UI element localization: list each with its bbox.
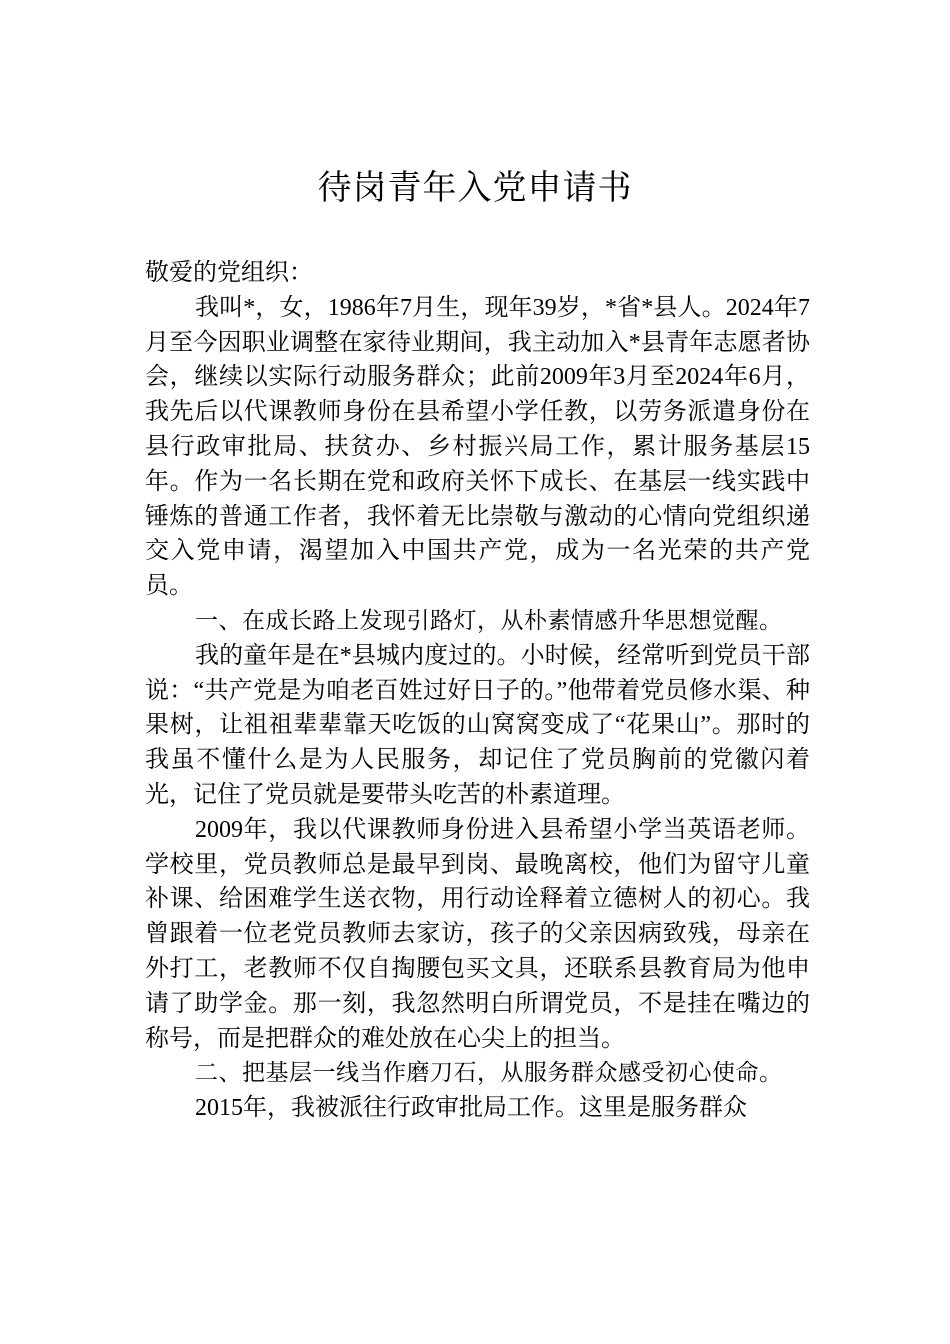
paragraph-intro: 我叫*，女，1986年7月生，现年39岁，*省*县人。2024年7月至今因职业调整在家待业期间，我主动加入*县青年志愿者协会，继续以实际行动服务群众；此前2009年3月至2024年6月，我先后以代课教师身份在县希望小学任教，以劳务派遣身份在县行政审批局、扶贫办、乡村振兴局工作，累计服务基层15年。作为一名长期在党和政府关怀下成长、在基层一线实践中锤炼的普通工作者，我怀着无比崇敬与激动的心情向党组织递交入党申请，渴望加入中国共产党，成为一名光荣的共产党员。 (145, 294, 810, 600)
document-title: 待岗青年入党申请书 (317, 168, 633, 208)
document-body (145, 256, 810, 1126)
section-heading-2: 二、把基层一线当作磨刀石，从服务群众感受初心使命。 (195, 1060, 783, 1087)
paragraph-childhood: 我的童年是在*县城内度过的。小时候，经常听到党员干部说：“共产党是为咱老百姓过好日子的。”他带着党员修水渠、种果树，让祖祖辈辈靠天吃饭的山窝窝变成了“花果山”。那时的我虽不懂什么是为人民服务，却记住了党员胸前的党徽闪着光，记住了党员就是要带头吃苦的朴素道理。 (145, 642, 810, 808)
salutation: 敬爱的党组织： (145, 260, 313, 286)
section-heading-1: 一、在成长路上发现引路灯，从朴素情感升华思想觉醒。 (195, 607, 783, 634)
paragraph-approval-bureau: 2015年，我被派往行政审批局工作。这里是服务群众 (195, 1095, 747, 1122)
paragraph-teaching: 2009年，我以代课教师身份进入县希望小学当英语老师。学校里，党员教师总是最早到岗、最晚离校，他们为留守儿童补课、给困难学生送衣物，用行动诠释着立德树人的初心。我曾跟着一位老党员教师去家访，孩子的父亲因病致残，母亲在外打工，老教师不仅自掏腰包买文具，还联系县教育局为他申请了助学金。那一刻，我忽然明白所谓党员，不是挂在嘴边的称号，而是把群众的难处放在心尖上的担当。 (145, 816, 810, 1052)
